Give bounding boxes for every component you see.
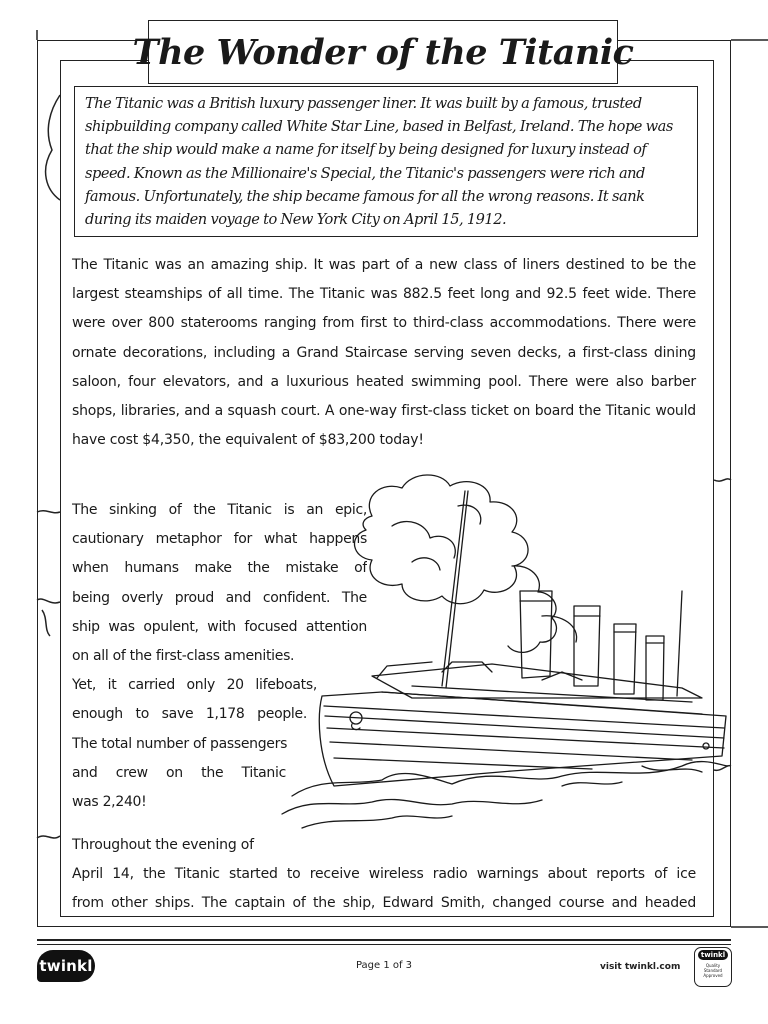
page-number: Page 1 of 3 [355,960,413,971]
page-title: The Wonder of the Titanic [132,31,634,73]
paragraph-2-line: being overly proud and confident. The [72,589,367,606]
footer-rule-thin [37,944,731,945]
paragraph-2-line: was 2,240! [72,794,147,811]
badge-text: Quality Standard Approved [703,963,723,978]
paragraph-3-line: April 14, the Titanic started to receive wireless radio warnings about reports of ice [72,866,696,883]
ship-illustration [262,466,728,846]
footer-rule [37,939,731,941]
paragraph-2-line: enough to save 1,178 people. [72,706,307,723]
paragraph-3 [72,831,696,919]
paragraph-2-line: cautionary metaphor for what happens [72,531,367,548]
badge-logo: twinkl [698,950,728,960]
title-box [132,20,634,84]
paragraph-2-line: The sinking of the Titanic is an epic, [72,502,367,518]
intro-text: The Titanic was a British luxury passenger liner. It was built by a famous, trusted shipbuilding company called White Star Line, based in Belfast, Ireland. The hope was that the ship would make a name for itself by being designed for luxury instead of speed. Known as the Millionaire's Special, the Titanic's passengers were rich and famous. Unfortunately, the ship became famous for all the wrong reasons. It sank during its maiden voyage to New York City on April 15, 1912. [85,95,673,229]
intro-box [74,86,698,237]
paragraph-2-line: The total number of passengers [72,735,288,752]
paragraph-2-line: when humans make the mistake of [72,560,367,577]
paragraph-2-line: ship was opulent, with focused attention [72,618,367,635]
paragraph-3-line: Throughout the evening of [72,837,254,853]
paragraph-1: The Titanic was an amazing ship. It was part of a new class of liners destined to be the largest steamships of all time. The Titanic was 882.5 feet long and 92.5 feet wide. There were over 800 staterooms ranging from first to third-class accommodations. There were ornate decorations, including a Grand Staircase serving seven decks, a first-class dining saloon, four elevators, and a luxurious heated swimming pool. There were also barber shops, libraries, and a squash court. A one-way first-class ticket on board the Titanic would have cost $4,350, the equivalent of $83,200 today! [72,257,696,449]
paragraph-2-line: on all of the first-class amenities. [72,648,295,665]
twinkl-logo[interactable]: twinkl [37,950,95,982]
paragraph-3-line: from other ships. The captain of the ship, Edward Smith, changed course and headed [72,895,696,912]
visit-link[interactable]: visit twinkl.com [600,962,681,972]
quality-badge [694,947,732,987]
paragraph-2-line: Yet, it carried only 20 lifeboats, [72,677,317,694]
paragraph-2-line: and crew on the Titanic [72,764,286,781]
